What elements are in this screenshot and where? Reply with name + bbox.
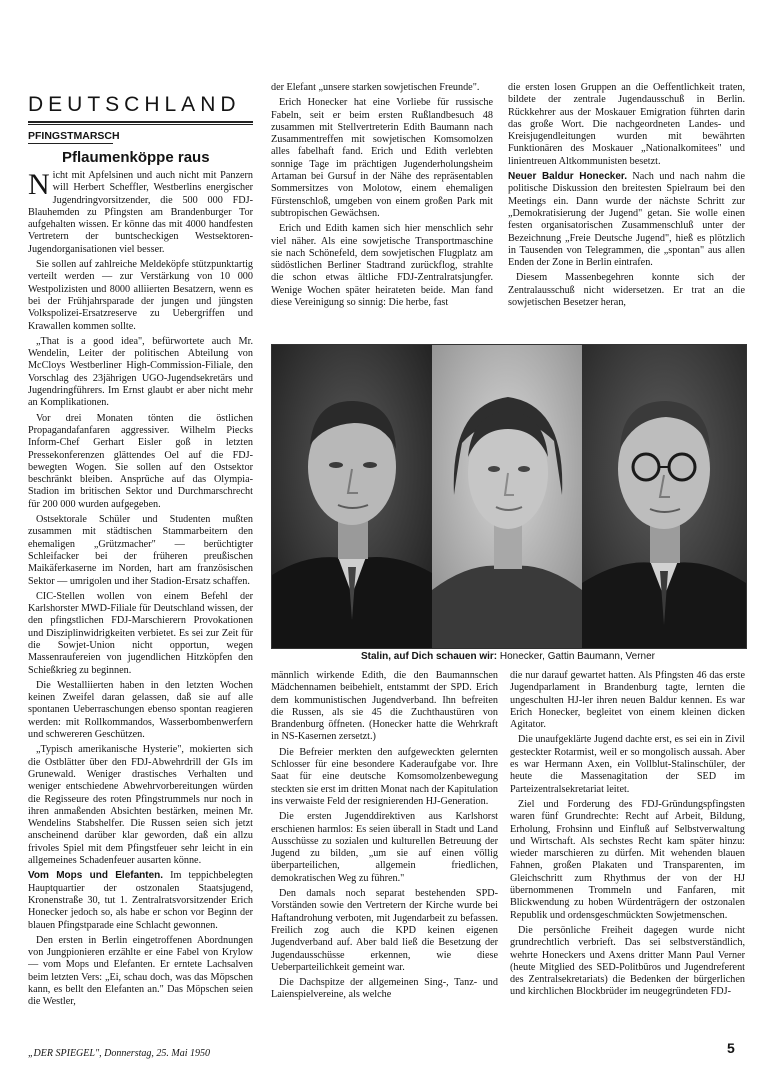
paragraph: Diesem Massenbegehren konnte sich der Zentralausschuß nicht widersetzen. Er trat an die sowjetischen Besetzer heran, <box>508 272 745 309</box>
paragraph: CIC-Stellen wollen von einem Befehl der Karlshorster MWD-Filiale für Deutschland wissen, der den pfingstlichen FDJ-Marschierern Provokationen und Disziplinwidrigkeiten verbietet. Es sei zur Zeit für die Sowjet-Union nicht opportun, wegen Massenraufereien von jugendlichen Hitzköpfen den Schießkrieg zu beginnen. <box>28 590 253 676</box>
article-column-2 <box>271 82 493 340</box>
paragraph: der Elefant „unsere starken sowjetischen Freunde". <box>271 82 480 93</box>
paragraph: Die Westalliierten haben in den letzten Wochen keinen Zweifel daran gelassen, daß sie auf alle spontanen Ueberraschungen ebenso spontan reagieren werden: mit Rollkommandos, Wasserbombenwerfern und schwereren Geschützen. <box>28 679 253 741</box>
paragraph: Erich Honecker hat eine Vorliebe für russische Fabeln, seit er beim ersten Rußlandbesuch 48 zusammen mit Stellvertreterin Edith Baumann nach Zusammentreffen mit sowjetischen Komsomolzen alles fabelhaft fand. Erich und Edith verlebten sonnige Tage im prächtigen Jugenderholungsheim Artaman bei Gursuf in der Nähe des repräsentablen Sommersitzes von Molotow, einem ehemaligen Fürstenschloß, umgeben von einem großen Park mit subtropischen Gewächsen. <box>271 97 493 219</box>
caption-text: Honecker, Gattin Baumann, Verner <box>497 651 655 662</box>
portrait-verner <box>582 345 746 648</box>
paragraph: Vom Mops und Elefanten. Im teppichbelegten Hauptquartier der ostzonalen Staatsjugend, Kronenstraße 30, tut 1. Zentralratsvorsitzender Erich Honecker jedoch so, als habe er schon vor Beginn der blauen Pfingstparade eine Schlacht gewonnen. <box>28 870 253 931</box>
portrait-baumann <box>432 345 582 648</box>
paragraph: Die ersten Jugenddirektiven aus Karlshorst erschienen harmlos: Es seien überall in Stadt und Land Ausschüsse zu sozialen und kulturellen Betreuung der Jugend zu bilden, „um sie auf einen völlig überparteilichen, allgemein friedlichen, demokratischen Weg zu führen." <box>271 811 498 884</box>
paragraph: männlich wirkende Edith, die den Baumannschen Mädchennamen beibehielt, entstammt der SPD. Erich dem kommunistischen Jugendverband. Ihn befreiten die Russen, als sie 45 die Zuchthaustüren von Brandenburg öffneten. (Honecker hatte die Wehrkraft in NS-Kasernen zersetzt.) <box>271 670 498 743</box>
paragraph: Ostsektorale Schüler und Studenten mußten zusammen mit städtischen Stammarbeitern den ehemaligen „Grützmacher" — berüchtigter Schleifacker bei der früheren preußischen Maikäferkaserne im Norden, hart am französischen Sektor — umrigolen und iher Stadion-Ersatz schaffen. <box>28 514 253 587</box>
paragraph: Den damals noch separat bestehenden SPD-Vorständen sowie den Vertretern der Kirche wurde bei Haftandrohung verboten, mit Jugendarbeit zu befassen. Freilich zog auch die KPD keinen eigenen Jugendverband auf. Aber bald ließ die Besetzung der Jugendausschüsse erkennen, wie diese Ueberparteilichkeit gemeint war. <box>271 888 498 973</box>
paragraph: „That is a good idea", befürwortete auch Mr. Wendelin, Leiter der politischen Abteilung von McCloys Westberliner High-Commission-Filiale, den Vorschlag des 23jährigen UGO-Jugendsekretärs und Jugendringführers. Im Ernst glaubt er aber nicht mehr an Komplikationen. <box>28 335 253 409</box>
article-column-1 <box>28 170 253 1042</box>
drop-cap: N <box>28 170 50 201</box>
subheading: Vom Mops und Elefanten. <box>28 870 164 882</box>
paragraph: Ziel und Forderung des FDJ-Gründungspfingsten waren fünf Grundrechte: Recht auf Arbeit, Bildung, Erholung, Frohsinn und Einfluß auf Selbstverwaltung und Wirtschaft. Als sechstes Recht kam später hinzu: wieder marschieren zu dürfen. Mit wehenden blauen Fahnen, großen Plakaten und Transparenten, im Gleichschritt zum Rhythmus der von der HJ übernommenen Trommeln und Fanfaren, mit Blickwendung zu hoben Würdenträgern der ostzonalen Republik und ordensgeschmückten Sowjetmenschen. <box>510 798 745 921</box>
paragraph: Vor drei Monaten tönten die östlichen Propagandafanfaren aggressiver. Wilhelm Piecks Inform-Chef Gerhart Eisler goß in letzten Pressekonferenzen glättendes Oel auf die FDJ-bewegten Wogen. Sie sollen auf den Ostsektor beschränkt bleiben. Ansprüche auf das Olympia-Stadion im britischen Sektor und Durchmarschrecht für 200 000 wurden aufgegeben. <box>28 412 253 510</box>
paragraph: Neuer Baldur Honecker. Nach und nach nahm die politische Diskussion den breitesten Spielraum bei den Meetings ein. Dann wurde der nächste Schritt zur „Demokratisierung der Jugend" getan. Sie wolle einen festen organisatorischen Zusammenschluß unter der Bezeichnung „Freie Deutsche Jugend", hieß es plötzlich in Tausenden von Telegrammen, die „spontan" aus allen Enden der Zone in Berlin eintrafen. <box>508 171 745 269</box>
paragraph: die nur darauf gewartet hatten. Als Pfingsten 46 das erste Jugendparlament in Brandenburg tagte, lernten die ungeschulten HJ-ler ihren neuen Baldur kennen. Es war Erich Honecker, begleitet von einem kleinen dicken Agitator. <box>510 670 745 731</box>
paragraph: „Typisch amerikanische Hysterie", mokierten sich die Ostblätter über den FDJ-Abwehrdrill der GIs im Grunewald. Weniger drastisches Verhalten und weniger entschiedene Abwehrvorbereitungen würden die Regisseure des roten Pfingstrummels nur noch in ihren anmaßenden Absichten bestärken, meinen Mr. Wendelins Stabshelfer. Die Russen seien sich jetzt anscheinend darüber klar geworden, daß ein allzu frivoles Spiel mit dem Pfingstfeuer sehr leicht in ein allgemeines Schadenfeuer ausarten könne. <box>28 744 253 867</box>
paragraph: Die persönliche Freiheit dagegen wurde nicht grundrechtlich verbrieft. Das sei selbstverständlich, wehrte Honeckers und Axens dritter Mann Paul Verner (heute Mitglied des SED-Politbüros und Jugendreferent des Zentralsekretariats) die Bedenken der bürgerlichen und kirchlichen Blockbrüder im neugegründeten FDJ- <box>510 924 745 998</box>
paragraph: Die unaufgeklärte Jugend dachte erst, es sei ein in Zivil gesteckter Rotarmist, weil er so mongolisch aussah. Aber es war Hermann Axen, ein Vollblut-Stalinschüler, der heute die Massenagitation der SED im Parteizentralsekretariat leitet. <box>510 734 745 795</box>
paragraph: Die Befreier merkten den aufgeweckten gelernten Schlosser für eine besondere Kaderaufgabe vor. Ihre Saat für eine deutsche Komsomolzenbewegung steckten sie erst im dritten Monat nach der Kapitulation ins verwaiste Feld der resignierenden HJ-Generation. <box>271 746 498 807</box>
article-column-3 <box>508 82 745 340</box>
photo-caption <box>271 651 745 662</box>
section-title: DEUTSCHLAND <box>28 93 241 116</box>
subheading: Neuer Baldur Honecker. <box>508 171 628 183</box>
section-rule-thin <box>28 124 253 125</box>
paragraph: Die Dachspitze der allgemeinen Sing-, Tanz- und Laienspielvereine, als welche <box>271 977 498 1001</box>
article-column-5 <box>510 670 745 1042</box>
page-number: 5 <box>727 1040 735 1056</box>
paragraph: Den ersten in Berlin eingetroffenen Abordnungen von Jungpionieren erzählte er eine Fabel von Krylow — vom Mops und Elefanten. Er erntete Lachsalven beim letzten Vers: „Ei, schau doch, was das Möpschen kann, es bellt den Elefanten an." Das Möpschen seien die Westler, <box>28 934 253 1008</box>
article-kicker: PFINGSTMARSCH <box>28 130 120 142</box>
paragraph: Nicht mit Apfelsinen und auch nicht mit Panzern will Herbert Scheffler, Westberlins energischer Jugendringvorsitzender, die 500 000 FDJ-Blauhemden zu Pfingsten am Brandenburger Tor aufgehalten wissen. Er könne das mit 4000 handfesten Vertretern der buntscheckigen Westsektoren-Jugendorganisationen viel besser. <box>28 170 253 255</box>
paragraph: die ersten losen Gruppen an die Oeffentlichkeit traten, bildete der zentrale Jugendausschuß in Berlin. Rückkehrer aus der Moskauer Emigration führten darin das große Wort. Die nachgeordneten Landes- und Kreisjugendleitungen wurden mit bewährten Funktionären des Moskauer „Nationalkomitees" und linientreuen Altkommunisten besetzt. <box>508 82 745 167</box>
caption-lead: Stalin, auf Dich schauen wir: <box>360 651 498 662</box>
section-rule <box>28 121 253 123</box>
article-headline: Pflaumenköppe raus <box>62 149 210 166</box>
kicker-rule <box>28 143 113 144</box>
paragraph: Sie sollen auf zahlreiche Meldeköpfe stützpunktartig verteilt werden — zur Verstärkung von 10 000 Westpolizisten und 8000 alliierten Besatzern, wenn es bei der Frühjahrsparade der jungen und jüngsten Volkspolizei-Ersatzreserve zu Uebergriffen und Krawallen kommen sollte. <box>28 259 253 332</box>
paragraph: Erich und Edith kamen sich hier menschlich sehr viel näher. Als eine sowjetische Transportmaschine sie nach Schönefeld, dem sowjetischen Flugplatz am südöstlichen Berliner Stadtrand zurückflog, strahlte die schon etwas ältliche FDJ-Zentralratsjungfer. Wenige Wochen später heirateten beide. Man fand diese Vereinigung so sinnig: Die herbe, fast <box>271 223 493 309</box>
page-footer: „DER SPIEGEL", Donnerstag, 25. Mai 1950 <box>28 1048 210 1059</box>
portrait-honecker <box>272 345 432 648</box>
article-column-4 <box>271 670 498 1042</box>
portrait-photos <box>271 344 747 649</box>
